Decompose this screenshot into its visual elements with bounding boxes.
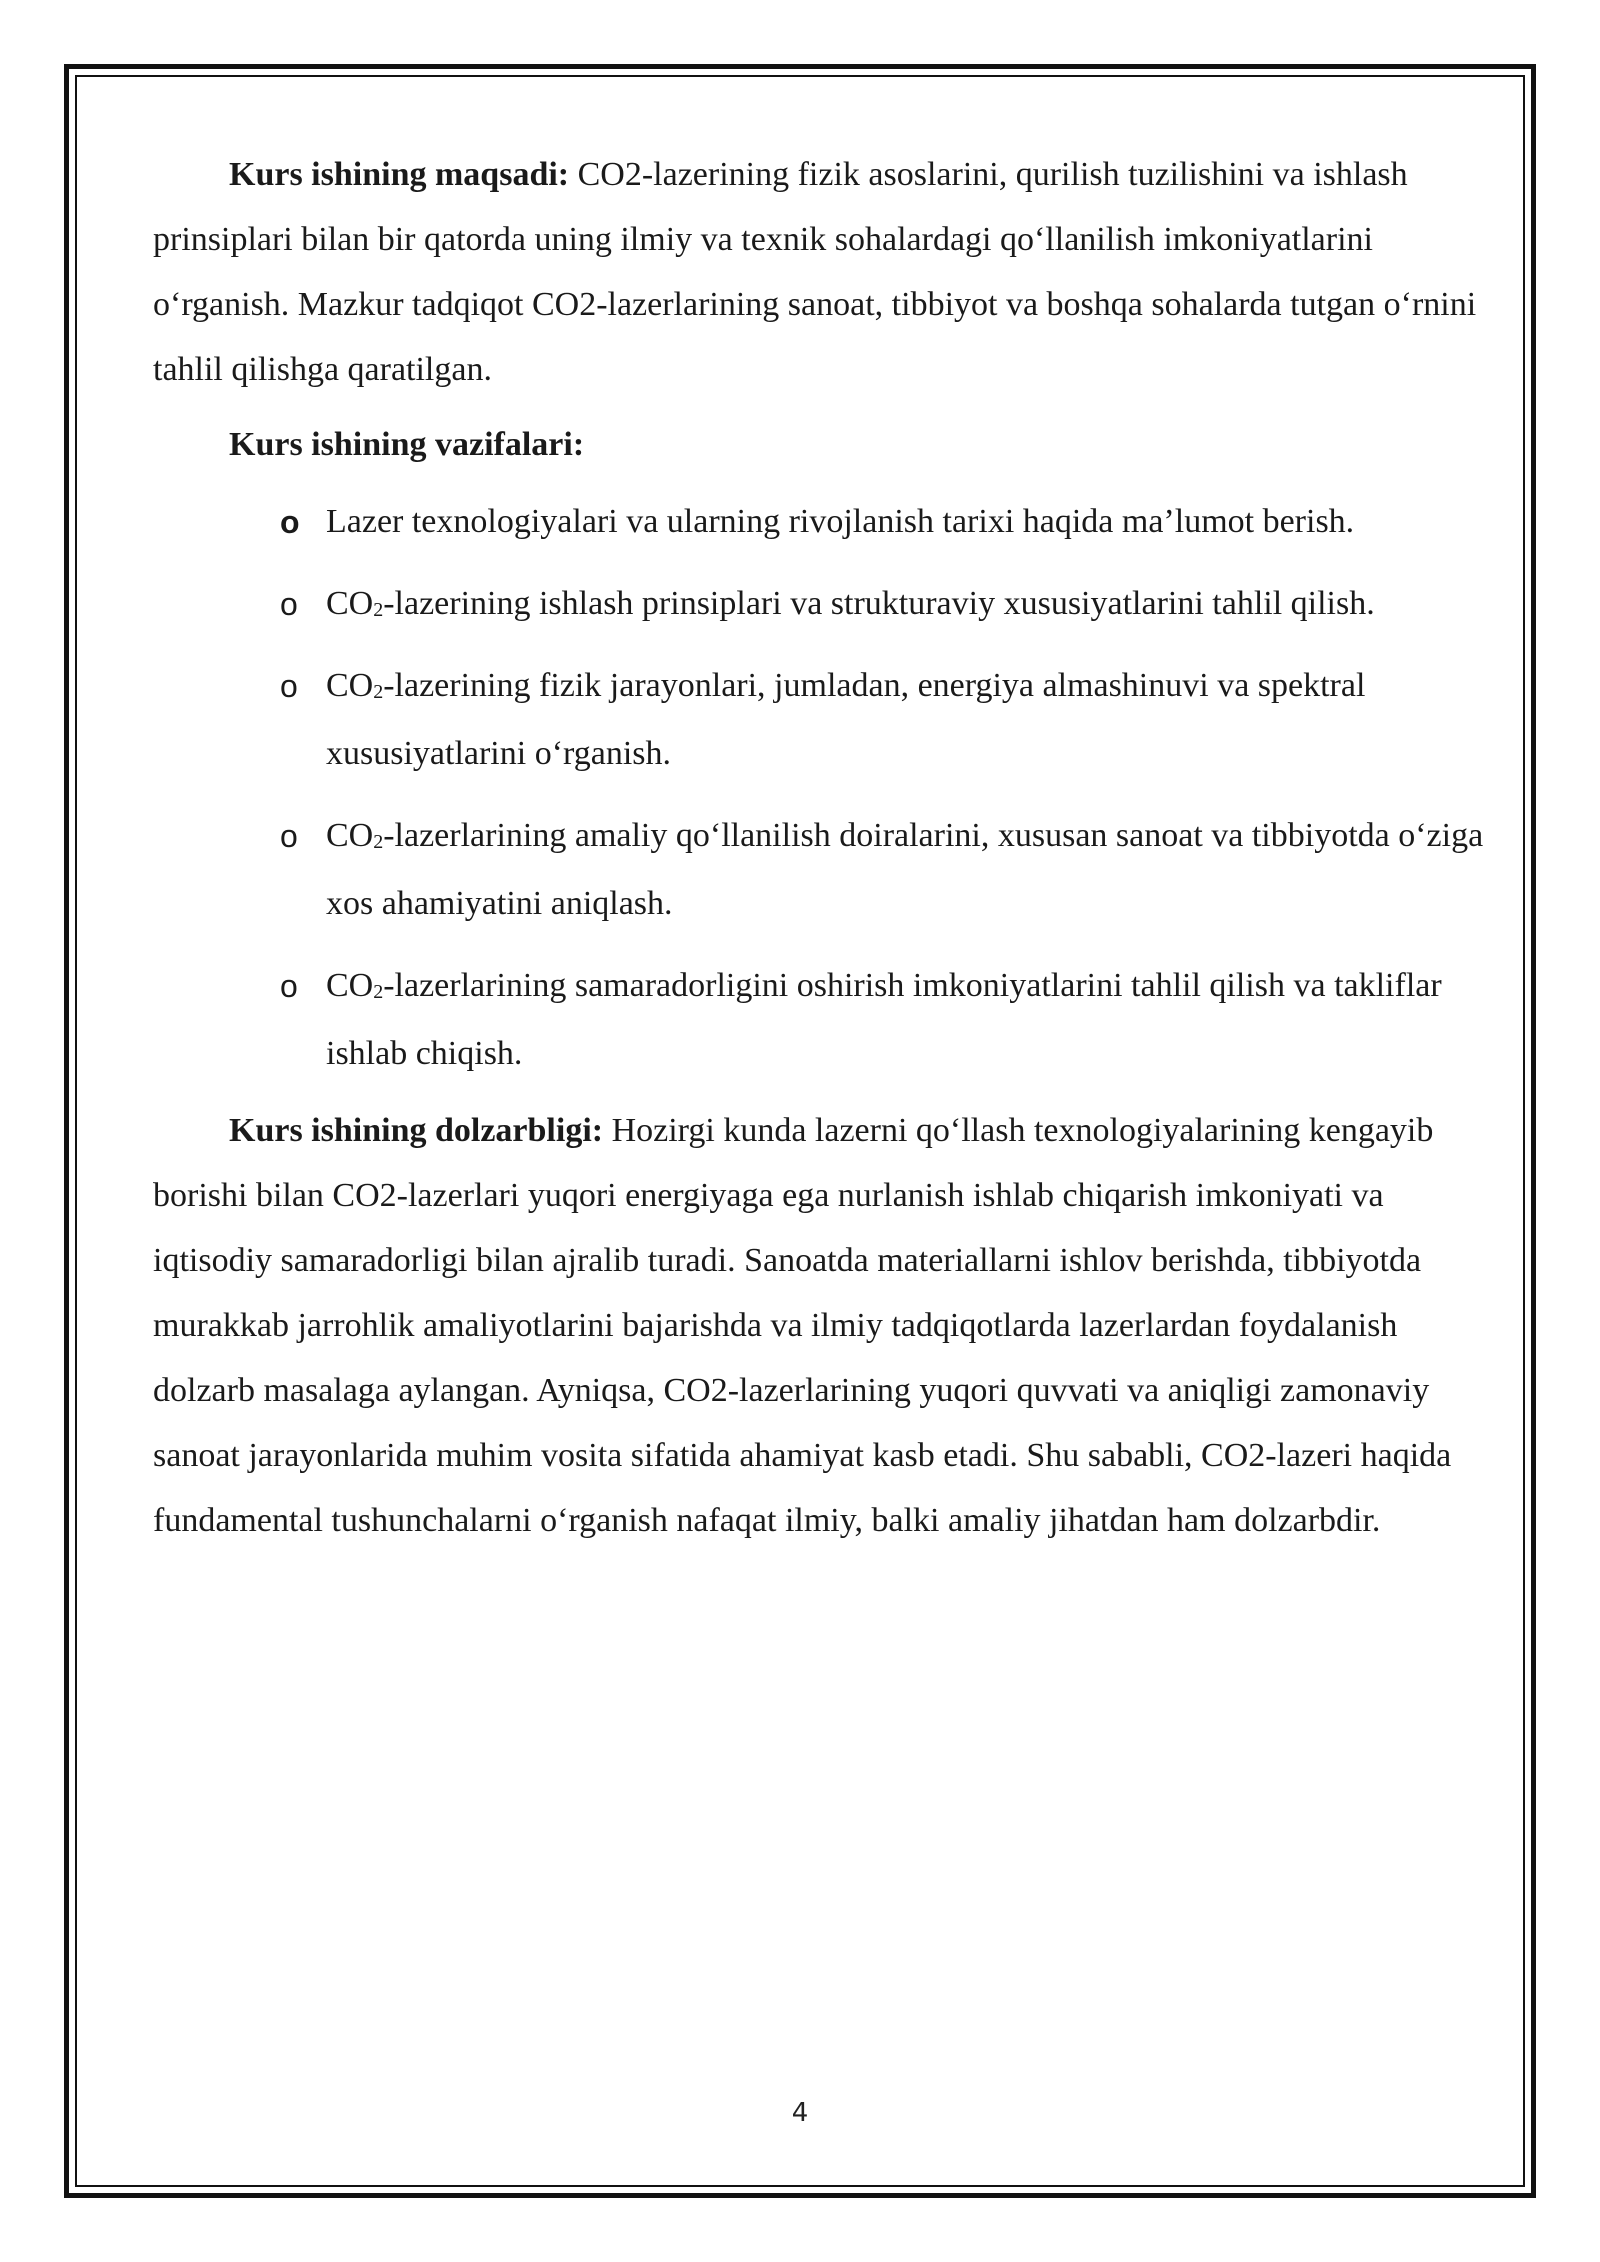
task-subscript: 2: [373, 981, 384, 1003]
document-body: [153, 142, 1498, 1553]
purpose-paragraph: [153, 142, 1498, 402]
purpose-text: CO2-lazerining fizik asoslarini, qurilish tuzilishini va ishlash prinsiplari bilan bir qatorda uning ilmiy va texnik sohalardagi qo‘llanilish imkoniyatlarini o‘rganish. Mazkur tadqiqot CO2-lazerlarining sanoat, tibbiyot va boshqa sohalarda tutgan o‘rnini tahlil qilishga qaratilgan.: [153, 156, 1477, 388]
task-text: -lazerining ishlash prinsiplari va strukturaviy xususiyatlarini tahlil qilish.: [383, 585, 1375, 622]
bullet-icon: o: [280, 504, 300, 540]
task-prefix: CO: [326, 585, 374, 622]
tasks-list: [153, 488, 1498, 1088]
bullet-icon: o: [280, 668, 298, 704]
task-text: -lazerining fizik jarayonlari, jumladan, energiya almashinuvi va spektral xususiyatlarini o‘rganish.: [326, 667, 1366, 772]
task-text: -lazerlarining samaradorligini oshirish imkoniyatlarini tahlil qilish va takliflar ishlab chiqish.: [326, 967, 1442, 1072]
task-subscript: 2: [373, 681, 384, 703]
list-item: [153, 652, 1498, 788]
relevance-label: Kurs ishining dolzarbligi:: [229, 1112, 604, 1149]
task-subscript: 2: [373, 599, 384, 621]
bullet-icon: o: [280, 586, 298, 622]
task-text: Lazer texnologiyalari va ularning rivojlanish tarixi haqida ma’lumot berish.: [326, 503, 1355, 540]
task-prefix: CO: [326, 667, 374, 704]
relevance-text: Hozirgi kunda lazerni qo‘llash texnologiyalarining kengayib borishi bilan CO2-lazerlari yuqori energiyaga ega nurlanish ishlab chiqarish imkoniyati va iqtisodiy samaradorligi bilan ajralib turadi. Sanoatda materiallarni ishlov berishda, tibbiyotda murakkab jarrohlik amaliyotlarini bajarishda va ilmiy tadqiqotlarda lazerlardan foydalanish dolzarb masalaga aylangan. Ayniqsa, CO2-lazerlarining yuqori quvvati va aniqligi zamonaviy sanoat jarayonlarida muhim vosita sifatida ahamiyat kasb etadi. Shu sababli, CO2-lazeri haqida fundamental tushunchalarni o‘rganish nafaqat ilmiy, balki amaliy jihatdan ham dolzarbdir.: [153, 1112, 1452, 1539]
purpose-label: Kurs ishining maqsadi:: [229, 156, 570, 193]
bullet-icon: o: [280, 818, 298, 854]
task-text: -lazerlarining amaliy qo‘llanilish doiralarini, xususan sanoat va tibbiyotda o‘ziga xos ahamiyatini aniqlash.: [326, 817, 1484, 922]
list-item: [153, 570, 1498, 638]
task-prefix: CO: [326, 967, 374, 1004]
bullet-icon: o: [280, 968, 298, 1004]
task-prefix: CO: [326, 817, 374, 854]
list-item: [153, 488, 1498, 556]
task-subscript: 2: [373, 831, 384, 853]
page-number: 4: [791, 2098, 809, 2128]
list-item: [153, 802, 1498, 938]
tasks-heading: Kurs ishining vazifalari:: [229, 426, 585, 463]
relevance-paragraph: [153, 1098, 1498, 1553]
list-item: [153, 952, 1498, 1088]
